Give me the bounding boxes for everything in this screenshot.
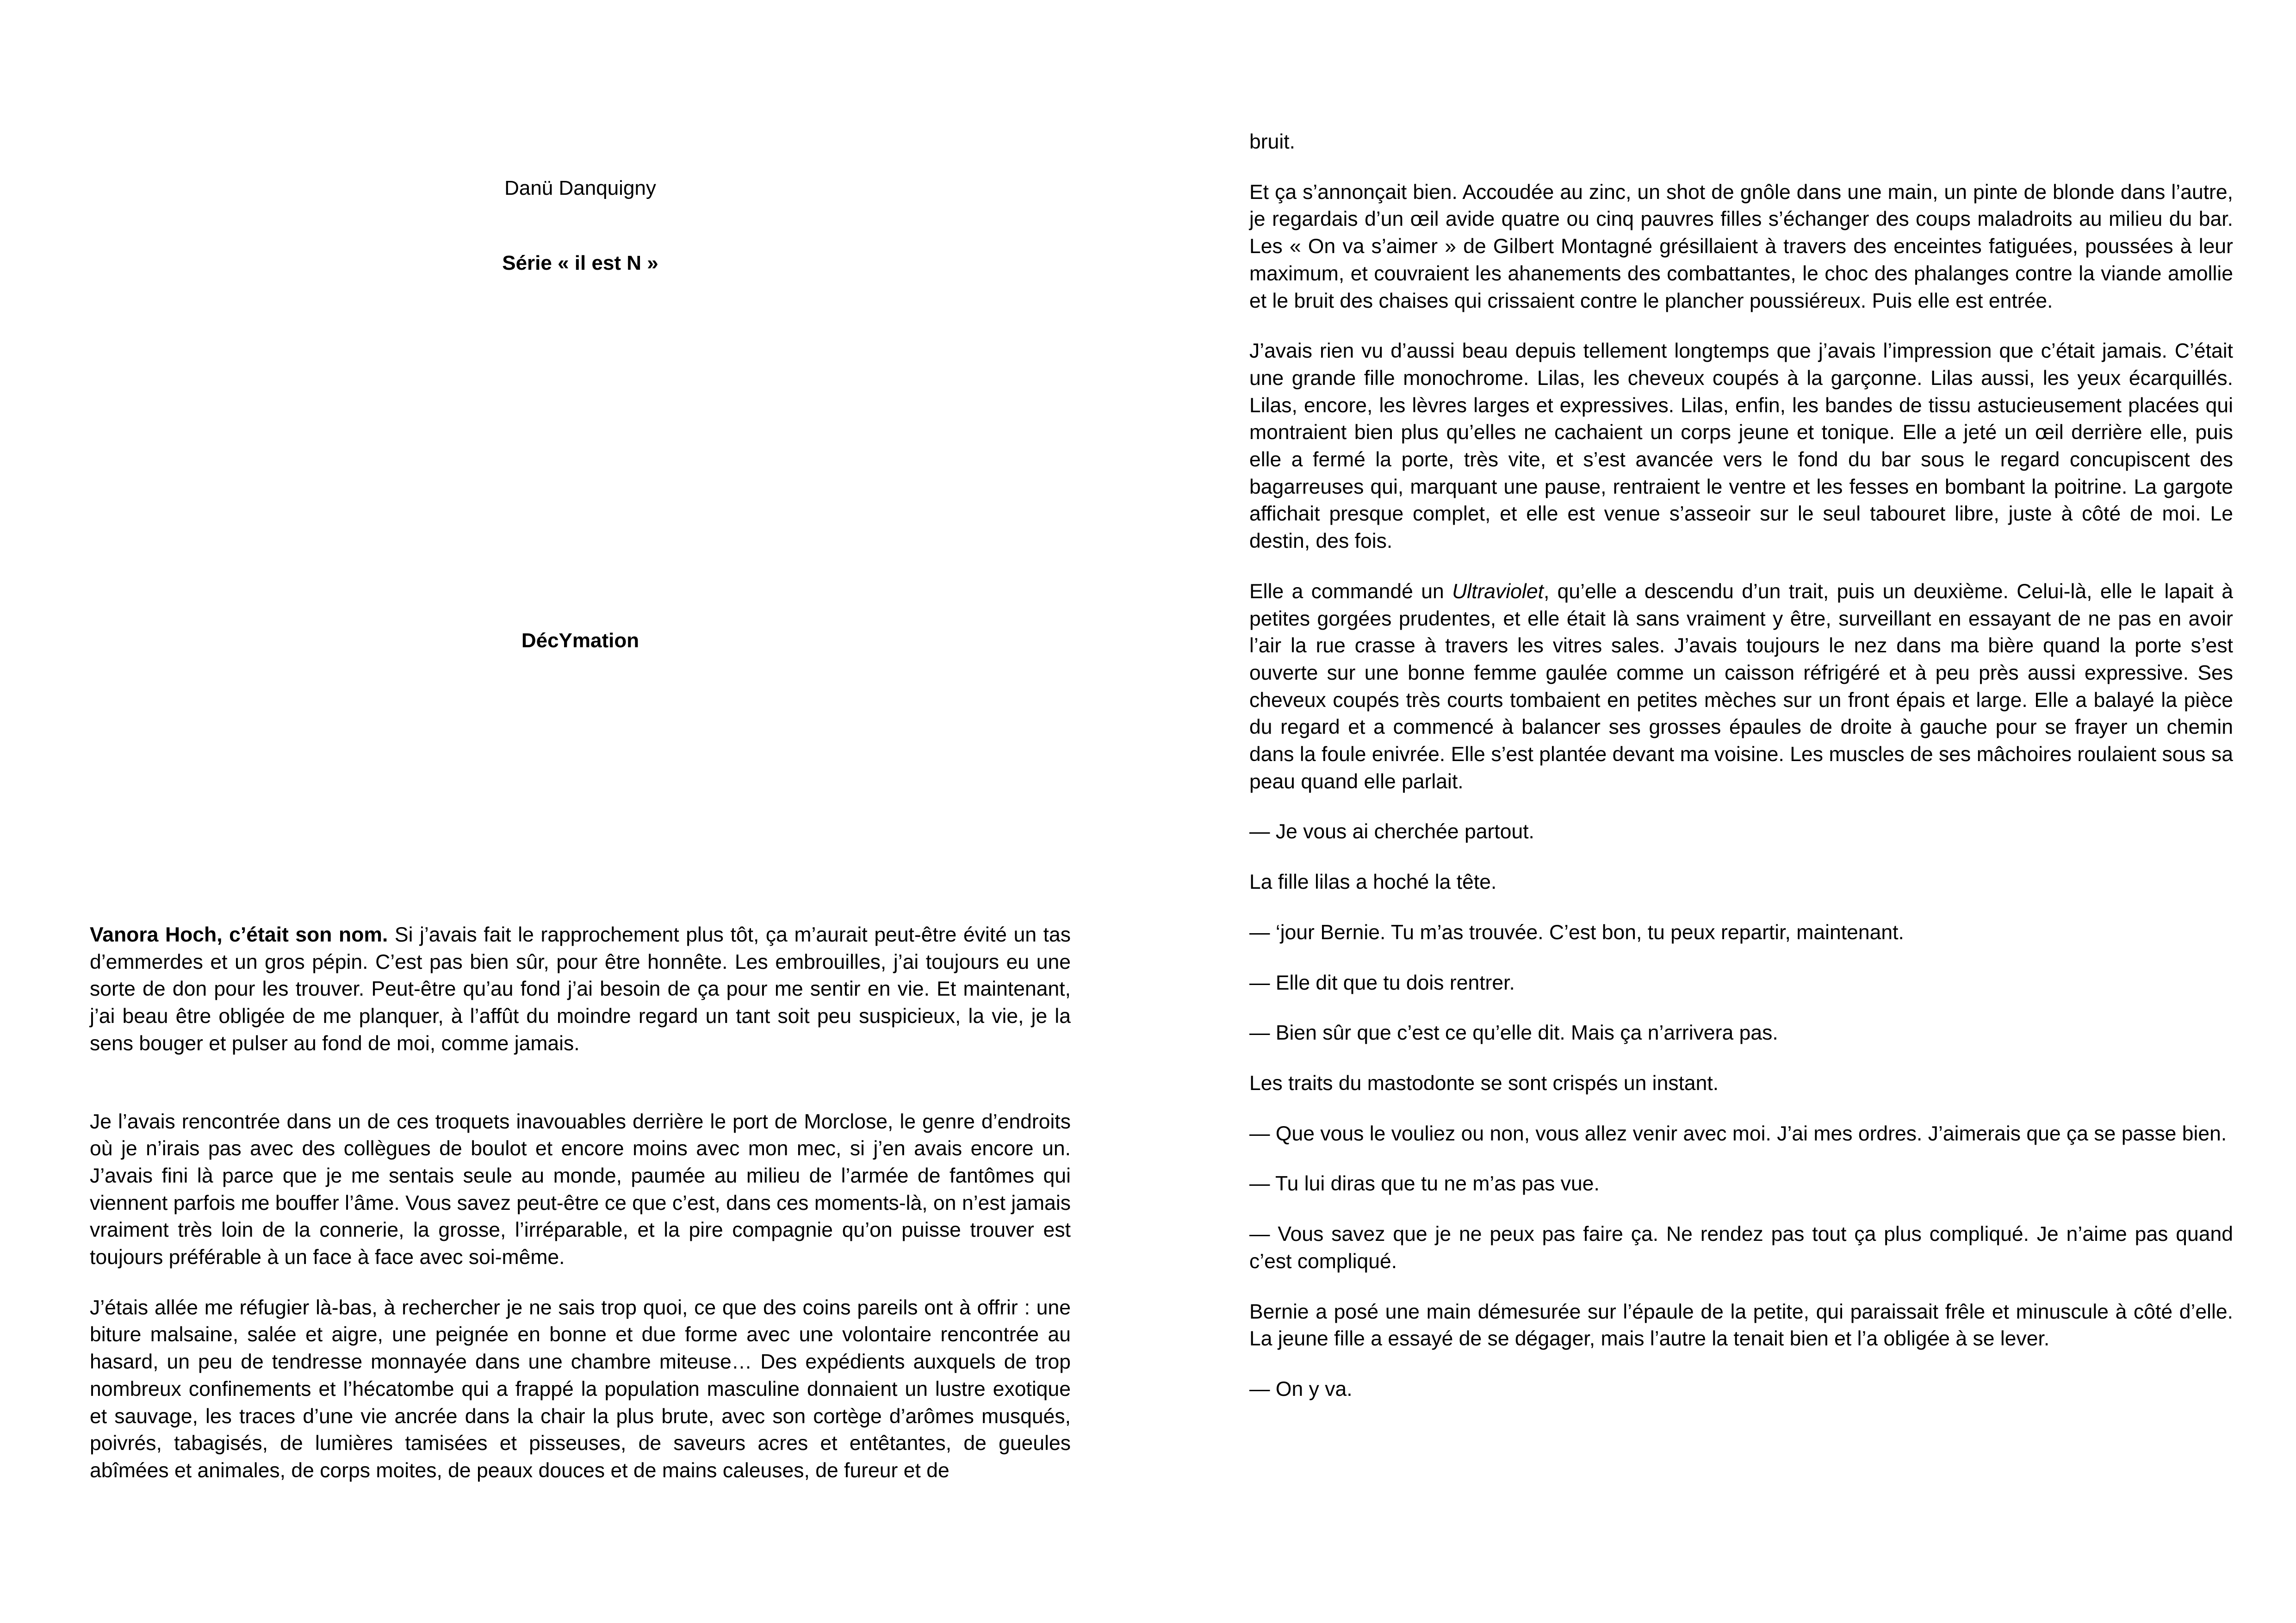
paragraph: J’étais allée me réfugier là-bas, à rechercher je ne sais trop quoi, ce que des coins pareils ont à offrir : une biture malsaine, salée et aigre, une peignée en bonne et due forme avec une volontaire rencontrée au hasard, un peu de tendresse monnayée dans une chambre miteuse… Des expédients auxquels de trop nombreux confinements et l’hécatombe qui a frappé la population masculine donnaient un lustre exotique et sauvage, les traces d’une vie ancrée dans la chair la plus brute, avec son cortège d’arômes musqués, poivrés, tabagisés, de lumières tamisées et pisseuses, de saveurs acres et entêtantes, de gueules abîmées et animales, de corps moites, de peaux douces et de mains caleuses, de fureur et de [90, 1296, 1071, 1482]
paragraph: Les traits du mastodonte se sont crispés un instant. [1249, 1072, 1719, 1095]
right-body [1249, 129, 2233, 1426]
right-page [1249, 0, 2233, 1623]
paragraph: Je l’avais rencontrée dans un de ces troquets inavouables derrière le port de Morclose, le genre d’endroits où je n’irais pas avec des collègues de boulot et encore moins avec mon mec, si j’en avais encore un. J’avais fini là parce que je me sentais seule au monde, paumée au milieu de l’armée de fantômes qui viennent parfois me bouffer l’âme. Vous savez peut-être ce que c’est, dans ces moments-là, on n’est jamais vraiment très loin de la connerie, la grosse, l’irréparable, et la pire compagnie qu’on puisse trouver est toujours préférable à un face à face avec soi-même. [90, 1110, 1071, 1269]
series-title: Série « il est N » [502, 252, 658, 274]
dialogue-line: — ‘jour Bernie. Tu m’as trouvée. C’est bon, tu peux repartir, maintenant. [1249, 921, 1904, 944]
paragraph-text: , qu’elle a descendu d’un trait, puis un deuxième. Celui-là, elle le lapait à petites gorgées prudentes, et elle était là sans vraiment y être, surveillant en essayant de ne pas en avoir l’air la rue crasse à travers les vitres sales. J’avais toujours le nez dans ma bière quand la porte s’est ouverte sur une bonne femme gaulée comme un caisson réfrigéré et à peu près aussi expressive. Ses cheveux coupés très courts tombaient en petites mèches sur un front épais et large. Elle a balayé la pièce du regard et a commencé à balancer ses grosses épaules de droite à gauche pour se frayer un chemin dans la foule enivrée. Elle s’est plantée devant ma voisine. Les muscles de ses mâchoires roulaient sous sa peau quand elle parlait. [1249, 580, 2233, 793]
dialogue-line: — On y va. [1249, 1377, 1353, 1400]
paragraph-text: Elle a commandé un [1249, 580, 1452, 603]
paragraph: J’avais rien vu d’aussi beau depuis tellement longtemps que j’avais l’impression que c’était jamais. C’était une grande fille monochrome. Lilas, les cheveux coupés à la garçonne. Lilas aussi, les yeux écarquillés. Lilas, encore, les lèvres larges et expressives. Lilas, enfin, les bandes de tissu astucieusement placées qui montraient bien plus qu’elles ne cachaient un corps jeune et tonique. Elle a jeté un œil derrière elle, puis elle a fermé la porte, très vite, et s’est avancée vers le fond du bar sous le regard concupiscent des bagarreuses qui, marquant une pause, rentraient le ventre et les fesses en bombant la poitrine. La gargote affichait presque complet, et elle est venue s’asseoir sur le seul tabouret libre, juste à côté de moi. Le destin, des fois. [1249, 340, 2233, 553]
author-name: Danü Danquigny [504, 177, 656, 199]
dialogue-line: — Tu lui diras que tu ne m’as pas vue. [1249, 1172, 1600, 1196]
left-body [90, 922, 1071, 1508]
dialogue-line: — Vous savez que je ne peux pas faire ça. Ne rendez pas tout ça plus compliqué. Je n’aime pas quand c’est compliqué. [1249, 1223, 2233, 1273]
paragraph-text: Si j’avais fait le rapprochement plus tôt, ça m’aurait peut-être évité un tas d’emmerdes et un gros pépin. C’est pas bien sûr, pour être honnête. Les embrouilles, j’ai toujours eu une sorte de don pour les trouver. Peut-être qu’au fond j’ai besoin de ça pour me sentir en vie. Et maintenant, j’ai beau être obligée de me planquer, à l’affût du moindre regard un tant soit peu suspicieux, la vie, je la sens bouger et pulser au fond de moi, comme jamais. [90, 923, 1071, 1055]
dialogue-line: — Elle dit que tu dois rentrer. [1249, 971, 1515, 994]
paragraph: Et ça s’annonçait bien. Accoudée au zinc, un shot de gnôle dans une main, un pinte de blonde dans l’autre, je regardais d’un œil avide quatre ou cinq pauvres filles s’échanger des coups maladroits au milieu du bar. Les « On va s’aimer » de Gilbert Montagné grésillaient à travers des enceintes fatiguées, poussées à leur maximum, et couvraient les ahanements des combattantes, le choc des phalanges contre la viande amollie et le bruit des chaises qui crissaient contre le plancher poussiéreux. Puis elle est entrée. [1249, 180, 2233, 312]
paragraph: bruit. [1249, 130, 1295, 153]
dialogue-line: — Bien sûr que c’est ce qu’elle dit. Mais ça n’arrivera pas. [1249, 1022, 1778, 1045]
drink-name: Ultraviolet [1452, 580, 1544, 603]
paragraph [90, 922, 1071, 1058]
story-title: DécYmation [521, 629, 639, 652]
paragraph [1249, 578, 2233, 796]
paragraph: Bernie a posé une main démesurée sur l’épaule de la petite, qui paraissait frêle et minuscule à côté d’elle. La jeune fille a essayé de se dégager, mais l’autre la tenait bien et l’a obligée à se lever. [1249, 1300, 2233, 1350]
dialogue-line: — Que vous le vouliez ou non, vous allez venir avec moi. J’ai mes ordres. J’aimerais que ça se passe bien. [1249, 1122, 2227, 1145]
dialogue-line: — Je vous ai cherchée partout. [1249, 820, 1534, 843]
left-page [90, 0, 1071, 1623]
paragraph: La fille lilas a hoché la tête. [1249, 871, 1497, 894]
paragraph-lead: Vanora Hoch, c’était son nom. [90, 923, 388, 946]
